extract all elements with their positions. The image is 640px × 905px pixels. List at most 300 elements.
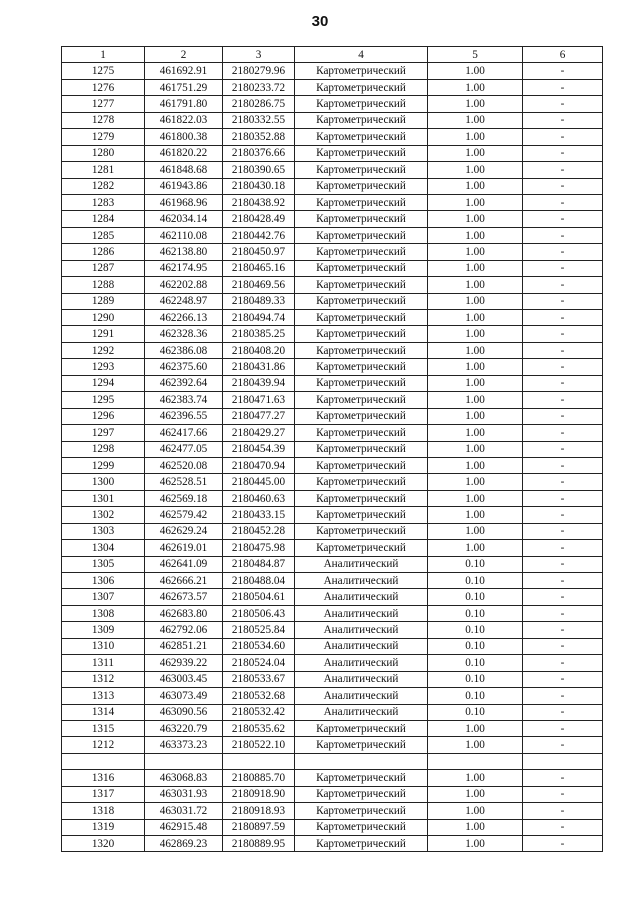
table-row xyxy=(62,737,603,753)
table-row xyxy=(62,244,603,260)
point-number-cell: 1317 xyxy=(62,786,145,802)
note-cell: - xyxy=(523,474,603,490)
y-coordinate-cell: 2180494.74 xyxy=(223,310,295,326)
note-cell: - xyxy=(523,227,603,243)
x-coordinate-cell: 463031.72 xyxy=(145,803,223,819)
accuracy-cell: 0.10 xyxy=(428,688,523,704)
accuracy-cell: 1.00 xyxy=(428,408,523,424)
y-coordinate-cell: 2180286.75 xyxy=(223,96,295,112)
method-cell: Картометрический xyxy=(295,227,428,243)
y-coordinate-cell: 2180532.68 xyxy=(223,688,295,704)
x-coordinate-cell: 462629.24 xyxy=(145,523,223,539)
point-number-cell: 1303 xyxy=(62,523,145,539)
point-number-cell: 1309 xyxy=(62,622,145,638)
table-row xyxy=(62,342,603,358)
y-coordinate-cell: 2180522.10 xyxy=(223,737,295,753)
method-cell: Картометрический xyxy=(295,803,428,819)
y-coordinate-cell: 2180532.42 xyxy=(223,704,295,720)
note-cell: - xyxy=(523,507,603,523)
table-row xyxy=(62,260,603,276)
header-cell-3: 3 xyxy=(223,47,295,63)
note-cell: - xyxy=(523,441,603,457)
note-cell: - xyxy=(523,770,603,786)
y-coordinate-cell: 2180897.59 xyxy=(223,819,295,835)
point-number-cell: 1313 xyxy=(62,688,145,704)
point-number-cell: 1310 xyxy=(62,638,145,654)
y-coordinate-cell: 2180889.95 xyxy=(223,836,295,852)
x-coordinate-cell: 462138.80 xyxy=(145,244,223,260)
note-cell: - xyxy=(523,425,603,441)
x-coordinate-cell: 462417.66 xyxy=(145,425,223,441)
note-cell: - xyxy=(523,211,603,227)
point-number-cell: 1286 xyxy=(62,244,145,260)
table-row xyxy=(62,96,603,112)
x-coordinate-cell: 461692.91 xyxy=(145,63,223,79)
point-number-cell: 1316 xyxy=(62,770,145,786)
point-number-cell: 1318 xyxy=(62,803,145,819)
x-coordinate-cell: 463373.23 xyxy=(145,737,223,753)
x-coordinate-cell: 462683.80 xyxy=(145,605,223,621)
y-coordinate-cell: 2180430.18 xyxy=(223,178,295,194)
point-number-cell: 1319 xyxy=(62,819,145,835)
y-coordinate-cell: 2180484.87 xyxy=(223,556,295,572)
point-number-cell: 1281 xyxy=(62,162,145,178)
table-row xyxy=(62,474,603,490)
table-row xyxy=(62,786,603,802)
note-cell: - xyxy=(523,310,603,326)
table-row xyxy=(62,819,603,835)
y-coordinate-cell: 2180460.63 xyxy=(223,490,295,506)
table-row xyxy=(62,129,603,145)
accuracy-cell: 0.10 xyxy=(428,622,523,638)
accuracy-cell: 0.10 xyxy=(428,638,523,654)
table-row xyxy=(62,540,603,556)
note-cell: - xyxy=(523,819,603,835)
page-number: 30 xyxy=(311,13,329,30)
note-cell: - xyxy=(523,786,603,802)
point-number-cell: 1288 xyxy=(62,277,145,293)
table-row xyxy=(62,425,603,441)
accuracy-cell: 1.00 xyxy=(428,310,523,326)
note-cell: - xyxy=(523,490,603,506)
y-coordinate-cell: 2180438.92 xyxy=(223,194,295,210)
x-coordinate-cell: 462202.88 xyxy=(145,277,223,293)
method-cell: Картометрический xyxy=(295,178,428,194)
x-coordinate-cell: 461822.03 xyxy=(145,112,223,128)
y-coordinate-cell: 2180408.20 xyxy=(223,342,295,358)
method-cell: Картометрический xyxy=(295,293,428,309)
header-cell-1: 1 xyxy=(62,47,145,63)
table-row xyxy=(62,622,603,638)
table-row xyxy=(62,523,603,539)
table-header xyxy=(62,47,603,63)
note-cell: - xyxy=(523,63,603,79)
table-row xyxy=(62,507,603,523)
point-number-cell: 1307 xyxy=(62,589,145,605)
y-coordinate-cell: 2180524.04 xyxy=(223,655,295,671)
method-cell: Аналитический xyxy=(295,688,428,704)
header-cell-4: 4 xyxy=(295,47,428,63)
x-coordinate-cell: 462375.60 xyxy=(145,359,223,375)
table-row xyxy=(62,573,603,589)
accuracy-cell: 1.00 xyxy=(428,326,523,342)
point-number-cell: 1296 xyxy=(62,408,145,424)
table-row xyxy=(62,457,603,473)
table-row xyxy=(62,145,603,161)
accuracy-cell: 1.00 xyxy=(428,375,523,391)
table-row xyxy=(62,162,603,178)
note-cell: - xyxy=(523,655,603,671)
point-number-cell: 1295 xyxy=(62,392,145,408)
x-coordinate-cell: 461848.68 xyxy=(145,162,223,178)
y-coordinate-cell: 2180525.84 xyxy=(223,622,295,638)
x-coordinate-cell: 462666.21 xyxy=(145,573,223,589)
point-number-cell: 1299 xyxy=(62,457,145,473)
point-number-cell: 1301 xyxy=(62,490,145,506)
point-number-cell: 1302 xyxy=(62,507,145,523)
y-coordinate-cell: 2180506.43 xyxy=(223,605,295,621)
accuracy-cell: 1.00 xyxy=(428,342,523,358)
x-coordinate-cell: 462915.48 xyxy=(145,819,223,835)
note-cell: - xyxy=(523,293,603,309)
note-cell: - xyxy=(523,671,603,687)
method-cell: Картометрический xyxy=(295,112,428,128)
table-row xyxy=(62,359,603,375)
table-row xyxy=(62,310,603,326)
note-cell: - xyxy=(523,688,603,704)
y-coordinate-cell xyxy=(223,753,295,769)
note-cell xyxy=(523,753,603,769)
x-coordinate-cell: 462110.08 xyxy=(145,227,223,243)
note-cell: - xyxy=(523,79,603,95)
accuracy-cell: 1.00 xyxy=(428,540,523,556)
x-coordinate-cell: 462579.42 xyxy=(145,507,223,523)
table-row xyxy=(62,836,603,852)
accuracy-cell: 0.10 xyxy=(428,589,523,605)
method-cell: Картометрический xyxy=(295,63,428,79)
note-cell: - xyxy=(523,375,603,391)
method-cell: Картометрический xyxy=(295,145,428,161)
accuracy-cell: 1.00 xyxy=(428,803,523,819)
accuracy-cell xyxy=(428,753,523,769)
point-number-cell: 1291 xyxy=(62,326,145,342)
y-coordinate-cell: 2180376.66 xyxy=(223,145,295,161)
table-row xyxy=(62,556,603,572)
y-coordinate-cell: 2180428.49 xyxy=(223,211,295,227)
x-coordinate-cell: 462392.64 xyxy=(145,375,223,391)
point-number-cell: 1312 xyxy=(62,671,145,687)
x-coordinate-cell: 462792.06 xyxy=(145,622,223,638)
table-row xyxy=(62,490,603,506)
y-coordinate-cell: 2180465.16 xyxy=(223,260,295,276)
method-cell: Картометрический xyxy=(295,786,428,802)
method-cell: Картометрический xyxy=(295,277,428,293)
method-cell: Картометрический xyxy=(295,96,428,112)
method-cell: Картометрический xyxy=(295,523,428,539)
y-coordinate-cell: 2180454.39 xyxy=(223,441,295,457)
accuracy-cell: 1.00 xyxy=(428,162,523,178)
method-cell: Аналитический xyxy=(295,638,428,654)
accuracy-cell: 1.00 xyxy=(428,720,523,736)
x-coordinate-cell: 462673.57 xyxy=(145,589,223,605)
accuracy-cell: 0.10 xyxy=(428,704,523,720)
note-cell: - xyxy=(523,457,603,473)
y-coordinate-cell: 2180279.96 xyxy=(223,63,295,79)
x-coordinate-cell: 462869.23 xyxy=(145,836,223,852)
accuracy-cell: 1.00 xyxy=(428,277,523,293)
x-coordinate-cell: 463031.93 xyxy=(145,786,223,802)
method-cell: Картометрический xyxy=(295,720,428,736)
accuracy-cell: 0.10 xyxy=(428,655,523,671)
x-coordinate-cell: 461751.29 xyxy=(145,79,223,95)
point-number-cell: 1276 xyxy=(62,79,145,95)
x-coordinate-cell xyxy=(145,753,223,769)
x-coordinate-cell: 462174.95 xyxy=(145,260,223,276)
y-coordinate-cell: 2180918.93 xyxy=(223,803,295,819)
y-coordinate-cell: 2180442.76 xyxy=(223,227,295,243)
method-cell: Аналитический xyxy=(295,655,428,671)
method-cell: Картометрический xyxy=(295,457,428,473)
table-row xyxy=(62,112,603,128)
table-row xyxy=(62,375,603,391)
point-number-cell: 1294 xyxy=(62,375,145,391)
x-coordinate-cell: 461968.96 xyxy=(145,194,223,210)
table-row xyxy=(62,277,603,293)
y-coordinate-cell: 2180504.61 xyxy=(223,589,295,605)
x-coordinate-cell: 461820.22 xyxy=(145,145,223,161)
accuracy-cell: 0.10 xyxy=(428,573,523,589)
table-row xyxy=(62,720,603,736)
method-cell: Аналитический xyxy=(295,671,428,687)
x-coordinate-cell: 462520.08 xyxy=(145,457,223,473)
point-number-cell: 1306 xyxy=(62,573,145,589)
y-coordinate-cell: 2180535.62 xyxy=(223,720,295,736)
header-row xyxy=(62,47,603,63)
point-number-cell: 1315 xyxy=(62,720,145,736)
method-cell: Картометрический xyxy=(295,244,428,260)
point-number-cell: 1290 xyxy=(62,310,145,326)
accuracy-cell: 1.00 xyxy=(428,129,523,145)
y-coordinate-cell: 2180452.28 xyxy=(223,523,295,539)
x-coordinate-cell: 463090.56 xyxy=(145,704,223,720)
accuracy-cell: 1.00 xyxy=(428,79,523,95)
method-cell: Картометрический xyxy=(295,770,428,786)
accuracy-cell: 1.00 xyxy=(428,819,523,835)
note-cell: - xyxy=(523,704,603,720)
note-cell: - xyxy=(523,342,603,358)
coordinates-table xyxy=(61,46,603,852)
method-cell: Аналитический xyxy=(295,704,428,720)
point-number-cell: 1298 xyxy=(62,441,145,457)
note-cell: - xyxy=(523,408,603,424)
method-cell: Картометрический xyxy=(295,310,428,326)
point-number-cell: 1284 xyxy=(62,211,145,227)
method-cell: Картометрический xyxy=(295,375,428,391)
y-coordinate-cell: 2180429.27 xyxy=(223,425,295,441)
point-number-cell: 1280 xyxy=(62,145,145,161)
point-number-cell: 1212 xyxy=(62,737,145,753)
method-cell: Картометрический xyxy=(295,79,428,95)
table-row xyxy=(62,63,603,79)
method-cell: Картометрический xyxy=(295,737,428,753)
note-cell: - xyxy=(523,605,603,621)
method-cell: Картометрический xyxy=(295,490,428,506)
y-coordinate-cell: 2180352.88 xyxy=(223,129,295,145)
table-row xyxy=(62,293,603,309)
table-row xyxy=(62,441,603,457)
method-cell: Картометрический xyxy=(295,441,428,457)
y-coordinate-cell: 2180332.55 xyxy=(223,112,295,128)
x-coordinate-cell: 462641.09 xyxy=(145,556,223,572)
method-cell: Аналитический xyxy=(295,622,428,638)
note-cell: - xyxy=(523,359,603,375)
note-cell: - xyxy=(523,638,603,654)
method-cell: Картометрический xyxy=(295,540,428,556)
x-coordinate-cell: 462383.74 xyxy=(145,392,223,408)
y-coordinate-cell: 2180233.72 xyxy=(223,79,295,95)
method-cell: Картометрический xyxy=(295,194,428,210)
point-number-cell: 1308 xyxy=(62,605,145,621)
note-cell: - xyxy=(523,556,603,572)
table-row xyxy=(62,392,603,408)
point-number-cell: 1300 xyxy=(62,474,145,490)
note-cell: - xyxy=(523,260,603,276)
x-coordinate-cell: 462851.21 xyxy=(145,638,223,654)
accuracy-cell: 1.00 xyxy=(428,836,523,852)
accuracy-cell: 1.00 xyxy=(428,112,523,128)
y-coordinate-cell: 2180445.00 xyxy=(223,474,295,490)
point-number-cell: 1278 xyxy=(62,112,145,128)
accuracy-cell: 1.00 xyxy=(428,770,523,786)
y-coordinate-cell: 2180533.67 xyxy=(223,671,295,687)
note-cell: - xyxy=(523,392,603,408)
point-number-cell: 1275 xyxy=(62,63,145,79)
table-row xyxy=(62,704,603,720)
x-coordinate-cell: 462386.08 xyxy=(145,342,223,358)
method-cell: Картометрический xyxy=(295,507,428,523)
point-number-cell: 1282 xyxy=(62,178,145,194)
y-coordinate-cell: 2180471.63 xyxy=(223,392,295,408)
point-number-cell: 1277 xyxy=(62,96,145,112)
method-cell: Аналитический xyxy=(295,556,428,572)
point-number-cell: 1283 xyxy=(62,194,145,210)
header-cell-6: 6 xyxy=(523,47,603,63)
point-number-cell: 1304 xyxy=(62,540,145,556)
x-coordinate-cell: 462939.22 xyxy=(145,655,223,671)
table-row xyxy=(62,753,603,769)
accuracy-cell: 1.00 xyxy=(428,786,523,802)
note-cell: - xyxy=(523,589,603,605)
method-cell: Картометрический xyxy=(295,392,428,408)
method-cell: Картометрический xyxy=(295,408,428,424)
note-cell: - xyxy=(523,540,603,556)
accuracy-cell: 1.00 xyxy=(428,178,523,194)
point-number-cell: 1287 xyxy=(62,260,145,276)
note-cell: - xyxy=(523,622,603,638)
method-cell: Картометрический xyxy=(295,326,428,342)
accuracy-cell: 1.00 xyxy=(428,260,523,276)
table-row xyxy=(62,178,603,194)
point-number-cell: 1289 xyxy=(62,293,145,309)
note-cell: - xyxy=(523,194,603,210)
point-number-cell xyxy=(62,753,145,769)
accuracy-cell: 1.00 xyxy=(428,211,523,227)
method-cell: Аналитический xyxy=(295,573,428,589)
y-coordinate-cell: 2180885.70 xyxy=(223,770,295,786)
y-coordinate-cell: 2180488.04 xyxy=(223,573,295,589)
y-coordinate-cell: 2180477.27 xyxy=(223,408,295,424)
y-coordinate-cell: 2180469.56 xyxy=(223,277,295,293)
table-row xyxy=(62,408,603,424)
y-coordinate-cell: 2180475.98 xyxy=(223,540,295,556)
note-cell: - xyxy=(523,326,603,342)
x-coordinate-cell: 462034.14 xyxy=(145,211,223,227)
header-cell-2: 2 xyxy=(145,47,223,63)
point-number-cell: 1305 xyxy=(62,556,145,572)
method-cell xyxy=(295,753,428,769)
x-coordinate-cell: 461943.86 xyxy=(145,178,223,194)
table-row xyxy=(62,194,603,210)
accuracy-cell: 1.00 xyxy=(428,425,523,441)
x-coordinate-cell: 461791.80 xyxy=(145,96,223,112)
method-cell: Картометрический xyxy=(295,129,428,145)
x-coordinate-cell: 463220.79 xyxy=(145,720,223,736)
note-cell: - xyxy=(523,277,603,293)
note-cell: - xyxy=(523,129,603,145)
note-cell: - xyxy=(523,737,603,753)
note-cell: - xyxy=(523,720,603,736)
y-coordinate-cell: 2180390.65 xyxy=(223,162,295,178)
method-cell: Картометрический xyxy=(295,474,428,490)
note-cell: - xyxy=(523,573,603,589)
accuracy-cell: 1.00 xyxy=(428,490,523,506)
y-coordinate-cell: 2180439.94 xyxy=(223,375,295,391)
accuracy-cell: 1.00 xyxy=(428,737,523,753)
accuracy-cell: 1.00 xyxy=(428,523,523,539)
table-row xyxy=(62,605,603,621)
x-coordinate-cell: 462569.18 xyxy=(145,490,223,506)
table-row xyxy=(62,688,603,704)
y-coordinate-cell: 2180433.15 xyxy=(223,507,295,523)
header-cell-5: 5 xyxy=(428,47,523,63)
x-coordinate-cell: 462396.55 xyxy=(145,408,223,424)
note-cell: - xyxy=(523,178,603,194)
table-row xyxy=(62,79,603,95)
accuracy-cell: 1.00 xyxy=(428,244,523,260)
table-row xyxy=(62,770,603,786)
note-cell: - xyxy=(523,96,603,112)
table-row xyxy=(62,589,603,605)
table-row xyxy=(62,638,603,654)
y-coordinate-cell: 2180470.94 xyxy=(223,457,295,473)
x-coordinate-cell: 462619.01 xyxy=(145,540,223,556)
accuracy-cell: 0.10 xyxy=(428,556,523,572)
note-cell: - xyxy=(523,803,603,819)
table-row xyxy=(62,326,603,342)
method-cell: Аналитический xyxy=(295,589,428,605)
method-cell: Картометрический xyxy=(295,260,428,276)
accuracy-cell: 1.00 xyxy=(428,507,523,523)
table-body xyxy=(62,63,603,852)
accuracy-cell: 1.00 xyxy=(428,474,523,490)
method-cell: Картометрический xyxy=(295,359,428,375)
point-number-cell: 1320 xyxy=(62,836,145,852)
x-coordinate-cell: 463073.49 xyxy=(145,688,223,704)
point-number-cell: 1297 xyxy=(62,425,145,441)
note-cell: - xyxy=(523,836,603,852)
method-cell: Картометрический xyxy=(295,836,428,852)
method-cell: Картометрический xyxy=(295,162,428,178)
